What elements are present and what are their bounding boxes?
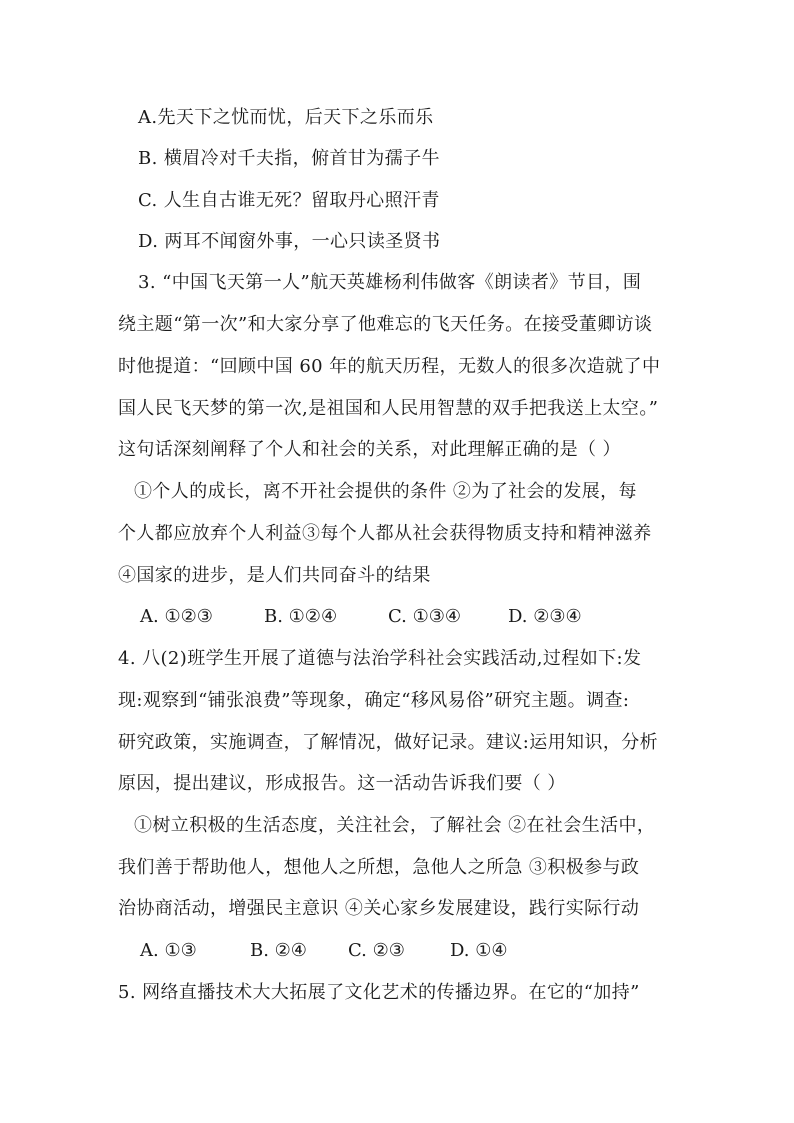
q3-stem-line: 绕主题“第一次”和大家分享了他难忘的飞天任务。在接受董卿访谈: [118, 314, 653, 335]
q4-stem-line: 4. 八(2)班学生开展了道德与法治学科社会实践活动,过程如下:发: [118, 648, 642, 669]
q2-option-a: A.先天下之忧而忧，后天下之乐而乐: [138, 107, 434, 128]
q2-option-c: C. 人生自古谁无死？留取丹心照汗青: [138, 190, 440, 211]
q2-option-b: B. 横眉冷对千夫指，俯首甘为孺子牛: [138, 148, 440, 169]
q4-option-d: D. ①④: [450, 940, 508, 961]
q3-statement-line: ①个人的成长，离不开社会提供的条件 ②为了社会的发展，每: [134, 481, 637, 502]
q4-options: [140, 940, 508, 962]
q3-option-a: A. ①②③: [140, 606, 213, 627]
q3-stem-line: 这句话深刻阐释了个人和社会的关系，对此理解正确的是（ ）: [118, 439, 621, 460]
q4-option-c: C. ②③: [348, 940, 405, 961]
q4-statement-line: ①树立积极的生活态度，关注社会，了解社会 ②在社会生活中，: [134, 815, 656, 836]
q3-option-c: C. ①③④: [388, 606, 461, 627]
q4-statement-line: 我们善于帮助他人，想他人之所想，急他人之所急 ③积极参与政: [118, 857, 640, 878]
q3-options: [140, 606, 582, 628]
q4-option-a: A. ①③: [140, 940, 197, 961]
q4-stem-line: 研究政策，实施调查，了解情况，做好记录。建议:运用知识，分析: [118, 732, 659, 753]
q4-statement-line: 治协商活动，增强民主意识 ④关心家乡发展建设，践行实际行动: [118, 898, 640, 919]
q3-stem-line: 3. “中国飞天第一人”航天英雄杨利伟做客《朗读者》节目，围: [138, 272, 642, 293]
q3-statement-line: 个人都应放弃个人利益③每个人都从社会获得物质支持和精神滋养: [118, 523, 652, 544]
q4-option-b: B. ②④: [250, 940, 307, 961]
q5-stem-line: 5. 网络直播技术大大拓展了文化艺术的传播边界。在它的“加持”: [118, 982, 640, 1003]
q3-option-d: D. ②③④: [508, 606, 582, 627]
q3-statement-line: ④国家的进步，是人们共同奋斗的结果: [118, 565, 431, 586]
q3-stem-line: 时他提道：“回顾中国 60 年的航天历程，无数人的很多次造就了中: [118, 356, 661, 377]
q4-stem-line: 现:观察到“铺张浪费”等现象，确定“移风易俗”研究主题。调查:: [118, 690, 630, 711]
q2-option-d: D. 两耳不闻窗外事，一心只读圣贤书: [138, 231, 441, 252]
q3-stem-line: 国人民飞天梦的第一次,是祖国和人民用智慧的双手把我送上太空。”: [118, 398, 659, 419]
q4-stem-line: 原因，提出建议，形成报告。这一活动告诉我们要（ ）: [118, 773, 566, 794]
q3-option-b: B. ①②④: [264, 606, 338, 627]
